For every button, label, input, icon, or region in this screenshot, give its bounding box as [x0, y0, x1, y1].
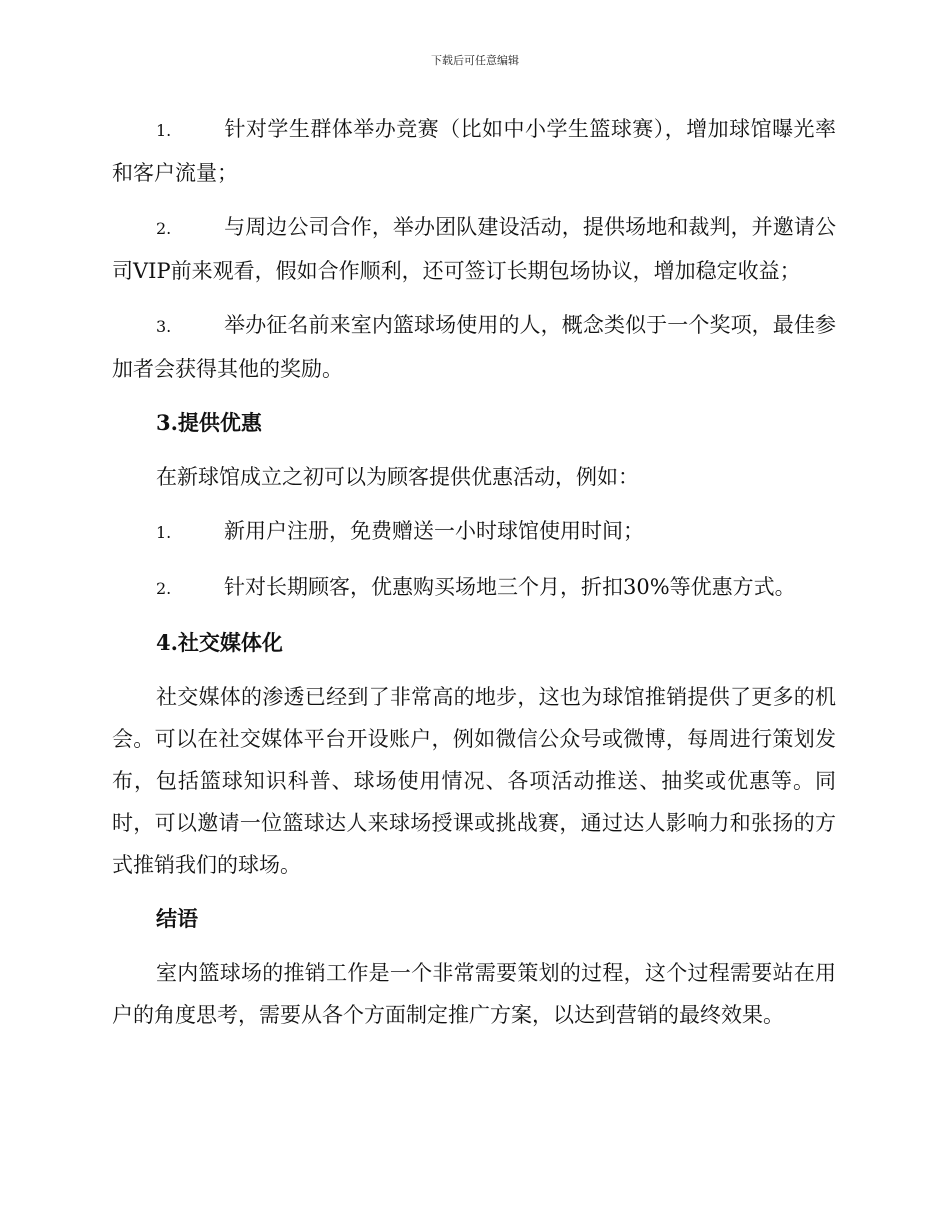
page-header: 下载后可任意编辑 — [431, 54, 519, 67]
list-number: 2. — [156, 219, 172, 238]
section-heading-conclusion: 结语 — [156, 906, 198, 931]
list-number: 2. — [156, 579, 172, 598]
list-item — [112, 206, 836, 292]
list-number: 1. — [156, 121, 172, 140]
list-text: 与周边公司合作，举办团队建设活动，提供场地和裁判，并邀请公司VIP前来观看，假如合作顺利，还可签订长期包场协议，增加稳定收益； — [112, 215, 836, 283]
section-paragraph: 社交媒体的渗透已经到了非常高的地步，这也为球馆推销提供了更多的机会。可以在社交媒体平台开设账户，例如微信公众号或微博，每周进行策划发布，包括篮球知识科普、球场使用情况、各项活动推送、抽奖或优惠等。同时，可以邀请一位篮球达人来球场授课或挑战赛，通过达人影响力和张扬的方式推销我们的球场。 — [112, 685, 836, 877]
section-intro: 在新球馆成立之初可以为顾客提供优惠活动，例如： — [156, 465, 639, 489]
list-number: 3. — [156, 317, 172, 336]
document-body — [112, 108, 836, 1048]
list-item — [112, 108, 836, 194]
list-number: 1. — [156, 523, 172, 542]
section-heading-discounts: 3.提供优惠 — [156, 410, 262, 435]
list-text: 新用户注册，免费赠送一小时球馆使用时间； — [224, 519, 644, 543]
list-item — [112, 510, 836, 554]
conclusion-paragraph: 室内篮球场的推销工作是一个非常需要策划的过程，这个过程需要站在用户的角度思考，需要从各个方面制定推广方案，以达到营销的最终效果。 — [112, 961, 836, 1027]
list-item — [112, 566, 836, 610]
list-item — [112, 304, 836, 390]
list-text: 举办征名前来室内篮球场使用的人，概念类似于一个奖项，最佳参加者会获得其他的奖励。 — [112, 313, 836, 381]
section-heading-social-media: 4.社交媒体化 — [156, 630, 283, 655]
list-text: 针对学生群体举办竞赛（比如中小学生篮球赛），增加球馆曝光率和客户流量； — [112, 117, 836, 185]
list-text: 针对长期顾客，优惠购买场地三个月，折扣30%等优惠方式。 — [224, 575, 796, 599]
